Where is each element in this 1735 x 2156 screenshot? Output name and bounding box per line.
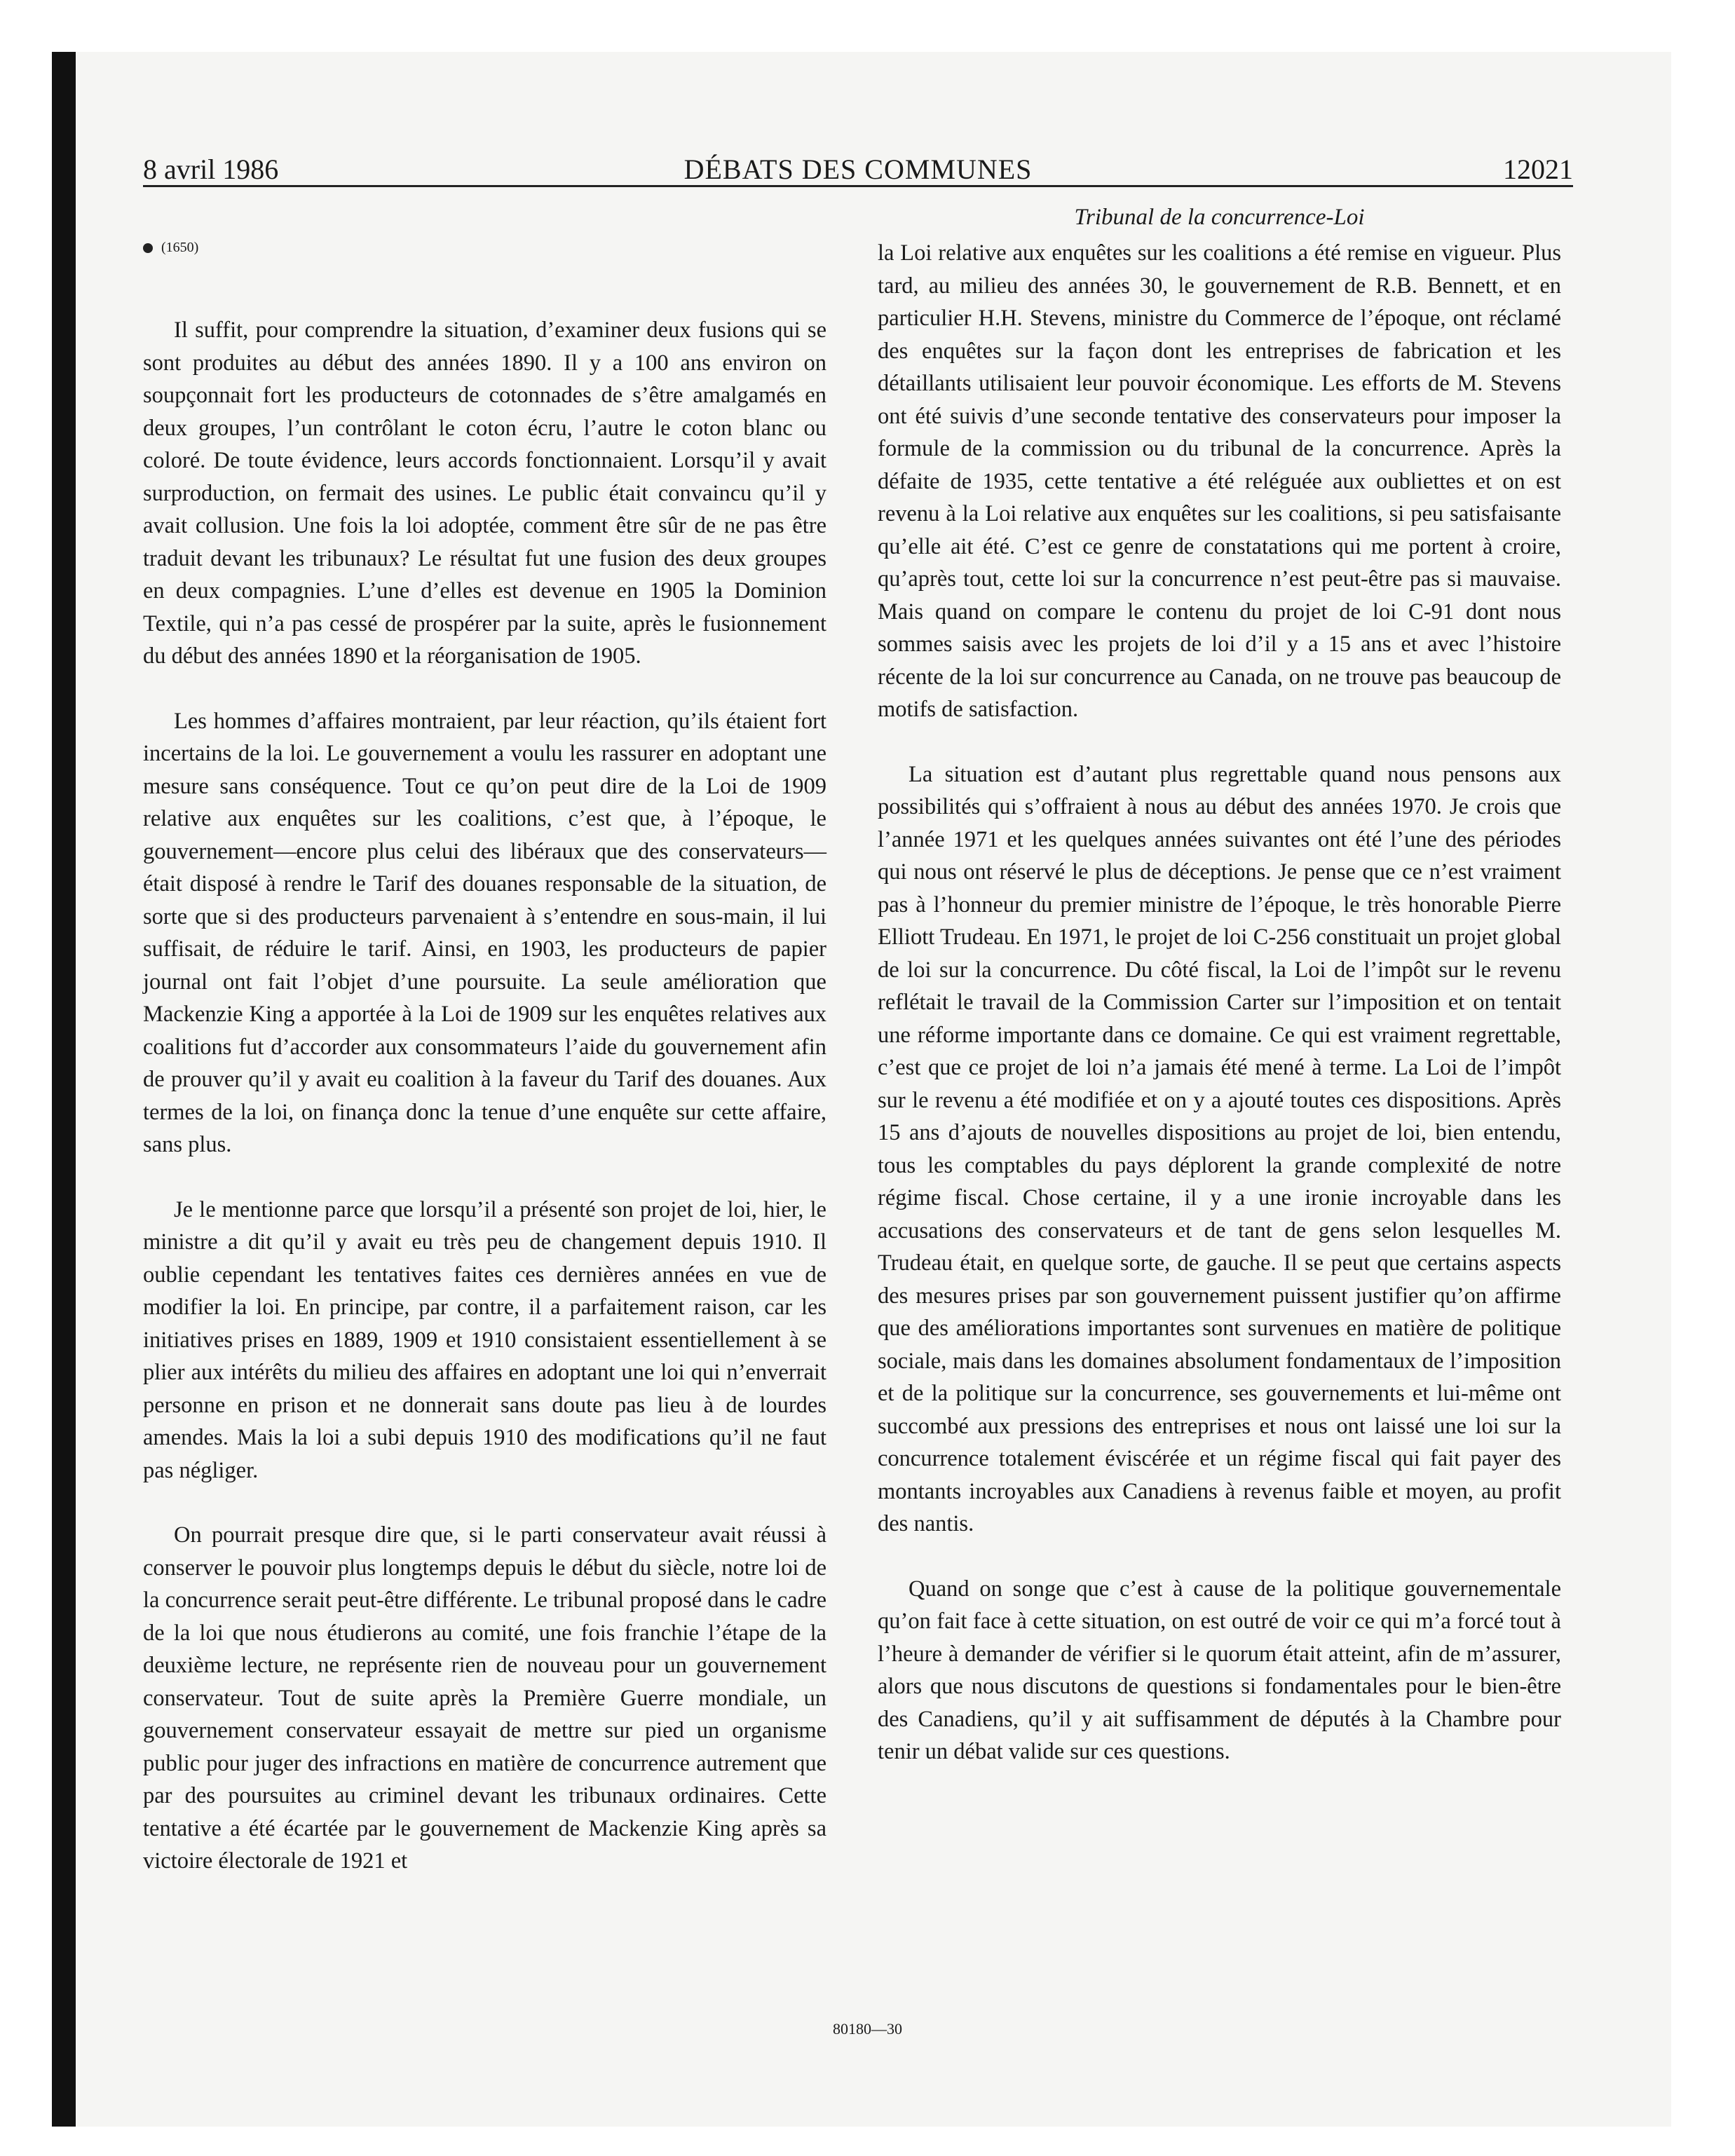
- time-marker: [143, 231, 826, 264]
- page-footer-code: 80180—30: [833, 2020, 902, 2038]
- header-title: DÉBATS DES COMMUNES: [683, 153, 1033, 185]
- header-date: 8 avril 1986: [143, 153, 279, 185]
- paragraph: Les hommes d’affaires montraient, par leur réaction, qu’ils étaient fort incertains de la loi. Le gouvernement a voulu les rassurer en adoptant une mesure sans conséquence. Tout ce qu’on peut dire de la Loi de 1909 relative aux enquêtes sur les coalitions, c’est que, à l’époque, le gouvernement—encore plus celui des libéraux que des conservateurs—était disposé à rendre le Tarif des douanes responsable de la situation, de sorte que si des producteurs parvenaient à s’entendre en sous-main, il lui suffisait, de réduire le tarif. Ainsi, en 1903, les producteurs de papier journal ont fait l’objet d’une poursuite. La seule amélioration que Mackenzie King a apportée à la Loi de 1909 sur les enquêtes relatives aux coalitions fut d’accorder aux consommateurs l’aide du gouvernement afin de prouver qu’il y avait eu coalition à la faveur du Tarif des douanes. Aux termes de la loi, on finança donc la tenue d’une enquête sur cette affaire, sans plus.: [143, 708, 826, 1157]
- paragraph: On pourrait presque dire que, si le parti conservateur avait réussi à conserver le pouvoir plus longtemps depuis le début du siècle, notre loi de la concurrence serait peut-être différente. Le tribunal proposé dans le cadre de la loi que nous étudierons au comité, une fois franchie l’étape de la deuxième lecture, ne représente rien de nouveau pour un gouvernement conservateur. Tout de suite après la Première Guerre mondiale, un gouvernement conservateur essayait de mettre sur pied un organisme public pour juger des infractions en matière de concurrence autrement que par des poursuites au criminel devant les tribunaux ordinaires. Cette tentative a été écartée par le gouvernement de Mackenzie King après sa victoire électorale de 1921 et: [143, 1522, 826, 1874]
- paragraph: Il suffit, pour comprendre la situation, d’examiner deux fusions qui se sont produites au début des années 1890. Il y a 100 ans environ on soupçonnait fort les producteurs de cotonnades de s’être amalgamés en deux groupes, l’un contrôlant le coton écru, l’autre le coton blanc ou coloré. De toute évidence, leurs accords fonctionnaient. Lorsqu’il y avait surproduction, on fermait des usines. Le public était convaincu qu’il y avait collusion. Une fois la loi adoptée, comment être sûr de ne pas être traduit devant les tribunaux? Le résultat fut une fusion des deux groupes en deux compagnies. L’une d’elles est devenue en 1905 la Dominion Textile, qui n’a pas cessé de prospérer par la suite, après le fusionnement du début des années 1890 et la réorganisation de 1905.: [143, 318, 826, 669]
- header-page-number: 12021: [1503, 153, 1573, 185]
- page-header: [143, 149, 1573, 191]
- binding-edge: [52, 52, 76, 2127]
- right-column: [878, 200, 1561, 1801]
- paragraph: Quand on songe que c’est à cause de la politique gouvernementale qu’on fait face à cette situation, on est outré de voir ce qui m’a forcé tout à l’heure à demander de vérifier si le quorum était atteint, afin de m’assurer, alors que nous discutons de questions si fondamentales pour le bien-être des Canadiens, qu’il y ait suffisamment de députés à la Chambre pour tenir un débat valide sur ces questions.: [878, 1576, 1561, 1764]
- paragraph: La situation est d’autant plus regrettable quand nous pensons aux possibilités qui s’offraient à nous au début des années 1970. Je crois que l’année 1971 et les quelques années suivantes ont été l’une des périodes qui nous ont réservé le plus de déceptions. Je pense que ce n’est vraiment pas à l’honneur du premier ministre de l’époque, le très honorable Pierre Elliott Trudeau. En 1971, le projet de loi C-256 constituait un projet global de loi sur la concurrence. Du côté fiscal, la Loi de l’impôt sur le revenu reflétait le travail de la Commission Carter sur l’imposition et on tentait une réforme importante dans ce domaine. Ce qui est vraiment regrettable, c’est que ce projet de loi n’a jamais été mené à terme. La Loi de l’impôt sur le revenu a été modifiée et on y a ajouté toutes ces dispositions. Après 15 ans d’ajouts de nouvelles dispositions au projet de loi, bien entendu, tous les comptables du pays déplorent la grande complexité de notre régime fiscal. Chose certaine, il y a une ironie incroyable dans les accusations des conservateurs et de tant de gens selon lesquelles M. Trudeau était, en quelque sorte, de gauche. Il se peut que certains aspects des mesures prises par son gouvernement puissent justifier qu’on affirme que des améliorations importantes sont survenues en matière de politique sociale, mais dans les domaines absolument fondamentaux de l’imposition et de la politique sur la concurrence, ses gouvernements et lui-même ont succombé aux pressions des entreprises et nous ont laissé une loi sur la concurrence totalement éviscérée et un régime fiscal qui fait payer des montants incroyables aux Canadiens à revenus faible et moyen, au profit des nantis.: [878, 761, 1561, 1536]
- header-rule: [143, 185, 1573, 187]
- paragraph: Je le mentionne parce que lorsqu’il a présenté son projet de loi, hier, le ministre a dit qu’il y avait eu très peu de changement depuis 1910. Il oublie cependant les tentatives faites ces dernières années en vue de modifier la loi. En principe, par contre, il a parfaitement raison, car les initiatives prises en 1889, 1909 et 1910 consistaient essentiellement à se plier aux intérêts du milieu des affaires en adoptant une loi qui n’enverrait personne en prison et ne donnerait sans doute pas lieu à de lourdes amendes. Mais la loi a subi depuis 1910 des modifications qu’il ne faut pas négliger.: [143, 1196, 826, 1483]
- time-marker-text: (1650): [161, 240, 199, 255]
- paragraph-continuation: la Loi relative aux enquêtes sur les coalitions a été remise en vigueur. Plus tard, au milieu des années 30, le gouvernement de R.B. Bennett, et en particulier H.H. Stevens, ministre du Commerce de l’époque, ont réclamé des enquêtes sur la façon dont les entreprises de fabrication et les détaillants utilisaient leur pouvoir économique. Les efforts de M. Stevens ont été suivis d’une seconde tentative des conservateurs pour imposer la formule de la commission ou du tribunal de la concurrence. Après la défaite de 1935, cette tentative a été reléguée aux oubliettes et on est revenu à la Loi relative aux enquêtes sur les coalitions, si peu satisfaisante qu’elle ait été. C’est ce genre de constatations qui me portent à croire, qu’après tout, cette loi sur la concurrence n’est peut-être pas si mauvaise. Mais quand on compare le contenu du projet de loi C-91 dont nous sommes saisis avec les projets de loi d’il y a 15 ans et avec l’histoire récente de la loi sur concurrence au Canada, on ne trouve pas beaucoup de motifs de satisfaction.: [878, 240, 1561, 722]
- left-column: [143, 231, 826, 1910]
- running-head: Tribunal de la concurrence-Loi: [1074, 205, 1365, 230]
- bullet-icon: [143, 243, 153, 253]
